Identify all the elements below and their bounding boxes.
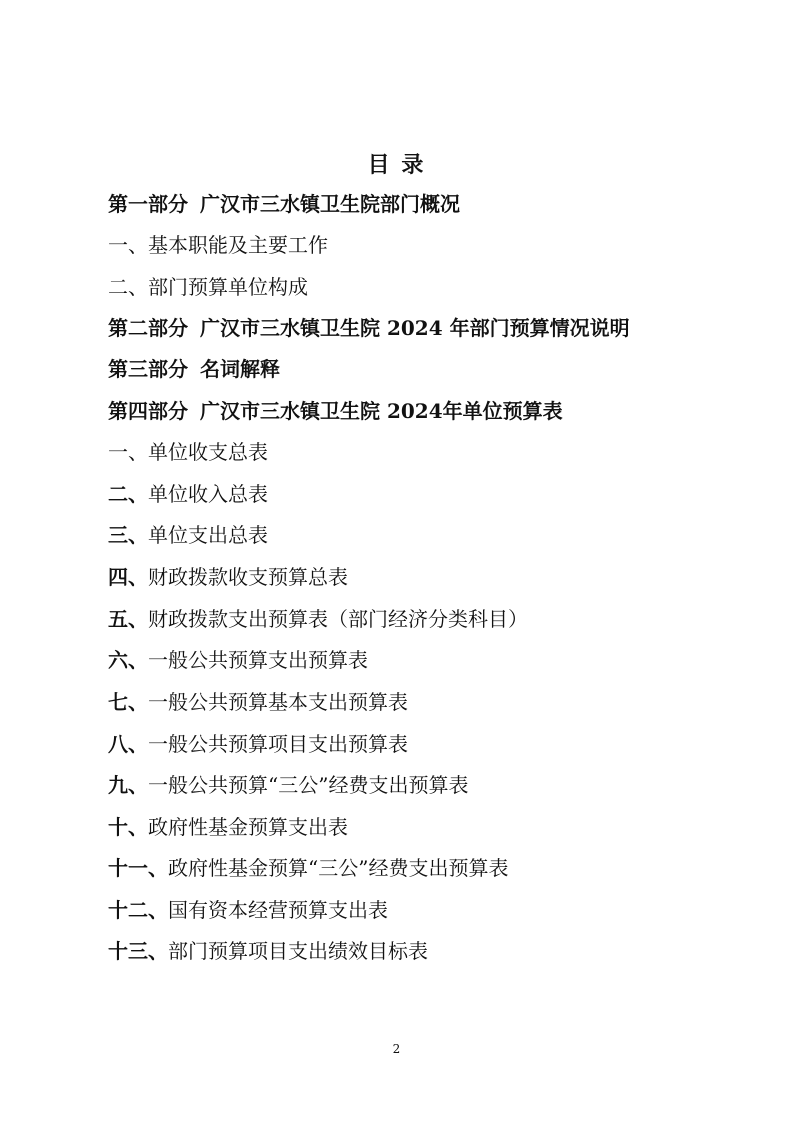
toc-item-number: 二、 [108, 275, 148, 299]
toc-part4-item-12 [108, 898, 388, 922]
toc-item-text: 部门预算单位构成 [148, 275, 308, 299]
toc-item-number: 十、 [108, 815, 148, 839]
toc-item-text: 政府性基金预算支出表 [148, 815, 348, 839]
toc-item-text: 单位收支总表 [148, 440, 268, 464]
toc-item-text: 单位收入总表 [148, 482, 268, 506]
toc-part3-heading [108, 357, 280, 381]
toc-item-text: 单位支出总表 [148, 523, 268, 547]
toc-item-text: 部门预算项目支出绩效目标表 [168, 939, 428, 963]
toc-part3-title: 名词解释 [200, 357, 280, 381]
toc-part4-item-5 [108, 607, 528, 631]
toc-part3-label: 第三部分 [108, 357, 188, 381]
toc-item-text: 财政拨款收支预算总表 [148, 565, 348, 589]
page-number: 2 [392, 1042, 401, 1056]
toc-item-number: 十三、 [108, 939, 168, 963]
toc-item-number: 三、 [108, 523, 148, 547]
toc-item-text: 政府性基金预算“三公”经费支出预算表 [168, 856, 509, 880]
toc-part1-label: 第一部分 [108, 192, 188, 216]
toc-item-number: 一、 [108, 233, 148, 257]
toc-part1-item-2 [108, 275, 308, 299]
toc-part4-item-3 [108, 523, 268, 547]
toc-title: 目 录 [367, 152, 426, 178]
toc-item-text: 一般公共预算支出预算表 [148, 648, 368, 672]
toc-part4-item-7 [108, 690, 408, 714]
toc-item-text: 一般公共预算项目支出预算表 [148, 732, 408, 756]
toc-item-text: 一般公共预算基本支出预算表 [148, 690, 408, 714]
toc-item-text: 财政拨款支出预算表（部门经济分类科目） [148, 607, 528, 631]
toc-part1-title: 广汉市三水镇卫生院部门概况 [200, 192, 460, 216]
toc-item-number: 五、 [108, 607, 148, 631]
toc-part4-item-11 [108, 856, 508, 880]
toc-part4-item-4 [108, 565, 348, 589]
toc-item-number: 十二、 [108, 898, 168, 922]
toc-part4-item-6 [108, 648, 368, 672]
toc-item-number: 八、 [108, 732, 148, 756]
toc-item-number: 七、 [108, 690, 148, 714]
toc-part4-item-2 [108, 482, 268, 506]
toc-part4-title: 广汉市三水镇卫生院 2024年单位预算表 [200, 399, 563, 423]
toc-part4-item-8 [108, 732, 408, 756]
toc-part4-item-9 [108, 773, 468, 797]
toc-part2-heading [108, 316, 630, 340]
toc-part4-item-1 [108, 440, 268, 464]
toc-part1-item-1 [108, 233, 328, 257]
toc-item-number: 六、 [108, 648, 148, 672]
toc-part4-label: 第四部分 [108, 399, 188, 423]
toc-part4-heading [108, 399, 563, 423]
toc-item-number: 十一、 [108, 856, 168, 880]
toc-item-text: 基本职能及主要工作 [148, 233, 328, 257]
toc-part2-title: 广汉市三水镇卫生院 2024 年部门预算情况说明 [200, 316, 630, 340]
toc-item-number: 一、 [108, 440, 148, 464]
toc-item-text: 一般公共预算“三公”经费支出预算表 [148, 773, 469, 797]
toc-item-number: 九、 [108, 773, 148, 797]
toc-part2-label: 第二部分 [108, 316, 188, 340]
toc-item-number: 二、 [108, 482, 148, 506]
toc-part1-heading [108, 192, 460, 216]
toc-part4-item-10 [108, 815, 348, 839]
toc-part4-item-13 [108, 939, 428, 963]
toc-item-text: 国有资本经营预算支出表 [168, 898, 388, 922]
toc-item-number: 四、 [108, 565, 148, 589]
